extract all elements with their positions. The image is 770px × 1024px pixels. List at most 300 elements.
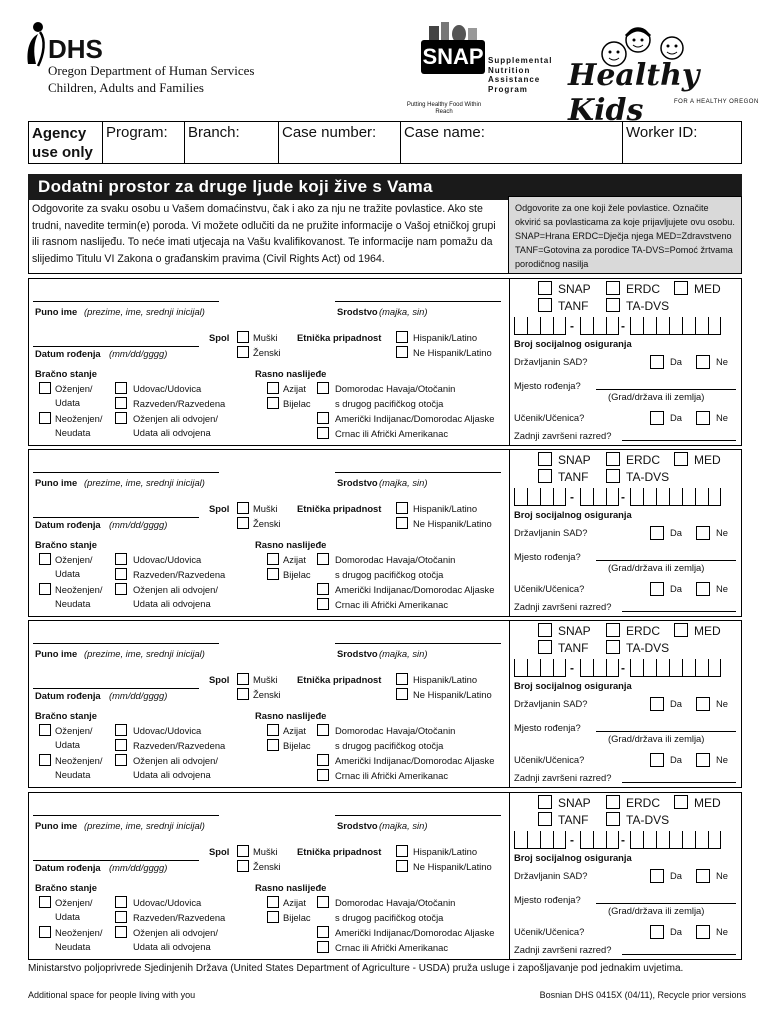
- student-yes-checkbox[interactable]: [650, 753, 664, 767]
- student-yes-checkbox[interactable]: [650, 411, 664, 425]
- tanf-label: TANF: [558, 813, 589, 827]
- case-name-field[interactable]: Case name:: [401, 122, 623, 163]
- student-yes-checkbox[interactable]: [650, 925, 664, 939]
- page-header: [0, 0, 770, 128]
- full-name-hint: (prezime, ime, srednji inicijal): [84, 306, 205, 317]
- hispanic-label: Hispanik/Latino: [413, 332, 478, 343]
- married-label: Oženjen/: [55, 383, 93, 394]
- birthplace-hint: (Grad/država ili zemlja): [608, 562, 705, 573]
- full-name-label: Puno ime: [35, 648, 78, 659]
- female-checkbox[interactable]: [237, 688, 249, 700]
- citizen-yes-checkbox[interactable]: [650, 526, 664, 540]
- relationship-hint: (majka, sin): [379, 820, 428, 831]
- birthplace-label: Mjesto rođenja?: [514, 722, 581, 733]
- grade-input[interactable]: [622, 611, 736, 612]
- birthplace-hint: (Grad/država ili zemlja): [608, 733, 705, 744]
- pacific-label: Domorodac Havaja/Otočanin: [335, 383, 456, 394]
- full-name-label: Puno ime: [35, 477, 78, 488]
- black-label: Crnac ili Afrički Amerikanac: [335, 770, 449, 781]
- erdc-checkbox[interactable]: [606, 795, 620, 809]
- ethnicity-label: Etnička pripadnost: [297, 332, 382, 343]
- divorced-checkbox[interactable]: [115, 568, 127, 580]
- full-name-label: Puno ime: [35, 820, 78, 831]
- snap-checkbox[interactable]: [538, 452, 552, 466]
- ssn-label: Broj socijalnog osiguranja: [514, 509, 632, 520]
- student-no-label: Ne: [716, 926, 728, 937]
- grade-input[interactable]: [622, 440, 736, 441]
- med-label: MED: [694, 282, 721, 296]
- med-checkbox[interactable]: [674, 795, 688, 809]
- full-name-input[interactable]: [33, 472, 219, 473]
- ssn-dash: -: [570, 833, 574, 847]
- tadvs-checkbox[interactable]: [606, 812, 620, 826]
- married-label-b: Udata: [55, 911, 81, 922]
- relationship-input[interactable]: [335, 815, 501, 816]
- tadvs-checkbox[interactable]: [606, 298, 620, 312]
- citizen-no-checkbox[interactable]: [696, 526, 710, 540]
- not-hispanic-checkbox[interactable]: [396, 517, 408, 529]
- agency-use-row: [28, 121, 742, 164]
- not-hispanic-checkbox[interactable]: [396, 346, 408, 358]
- divorced-label: Razveden/Razvedena: [133, 912, 226, 923]
- asian-label: Azijat: [283, 554, 306, 565]
- full-name-label: Puno ime: [35, 306, 78, 317]
- single-label-b: Neudata: [55, 769, 91, 780]
- single-label-b: Neudata: [55, 941, 91, 952]
- asian-checkbox[interactable]: [267, 724, 279, 736]
- native-label: Američki Indijanac/Domorodac Aljaske: [335, 927, 495, 938]
- ssn-part3[interactable]: [630, 831, 721, 849]
- program-field[interactable]: Program:: [103, 122, 185, 163]
- black-checkbox[interactable]: [317, 598, 329, 610]
- citizen-yes-label: Da: [670, 356, 682, 367]
- birthplace-hint: (Grad/država ili zemlja): [608, 905, 705, 916]
- relationship-input[interactable]: [335, 472, 501, 473]
- pacific-label-b: s drugog pacifičkog otočja: [335, 398, 444, 409]
- relationship-hint: (majka, sin): [379, 648, 428, 659]
- female-checkbox[interactable]: [237, 517, 249, 529]
- pacific-label-b: s drugog pacifičkog otočja: [335, 569, 444, 580]
- hispanic-label: Hispanik/Latino: [413, 846, 478, 857]
- citizen-yes-checkbox[interactable]: [650, 355, 664, 369]
- tanf-label: TANF: [558, 470, 589, 484]
- single-label: Neoženjen/: [55, 413, 103, 424]
- dhs-division: Children, Adults and Families: [48, 80, 204, 95]
- separated-label-b: Udata ali odvojena: [133, 941, 211, 952]
- sex-label: Spol: [209, 332, 230, 343]
- female-label: Ženski: [253, 518, 281, 529]
- asian-label: Azijat: [283, 725, 306, 736]
- ssn-label: Broj socijalnog osiguranja: [514, 338, 632, 349]
- form-id: Bosnian DHS 0415X (04/11), Recycle prior versions: [539, 990, 746, 1000]
- widowed-label: Udovac/Udovica: [133, 725, 202, 736]
- widowed-checkbox[interactable]: [115, 724, 127, 736]
- med-checkbox[interactable]: [674, 623, 688, 637]
- hispanic-checkbox[interactable]: [396, 845, 408, 857]
- student-label: Učenik/Učenica?: [514, 754, 585, 765]
- student-no-checkbox[interactable]: [696, 582, 710, 596]
- student-yes-label: Da: [670, 754, 682, 765]
- ethnicity-label: Etnička pripadnost: [297, 503, 382, 514]
- separated-label-b: Udata ali odvojena: [133, 598, 211, 609]
- female-checkbox[interactable]: [237, 346, 249, 358]
- pacific-checkbox[interactable]: [317, 724, 329, 736]
- grade-label: Zadnji završeni razred?: [514, 430, 612, 441]
- white-checkbox[interactable]: [267, 568, 279, 580]
- dob-hint: (mm/dd/gggg): [109, 690, 168, 701]
- separated-label: Oženjen ali odvojen/: [133, 413, 218, 424]
- dhs-abbr: DHS: [48, 34, 103, 64]
- tanf-checkbox[interactable]: [538, 640, 552, 654]
- single-checkbox[interactable]: [39, 754, 51, 766]
- full-name-input[interactable]: [33, 815, 219, 816]
- snap-checkbox[interactable]: [538, 623, 552, 637]
- divorced-checkbox[interactable]: [115, 739, 127, 751]
- white-checkbox[interactable]: [267, 739, 279, 751]
- married-checkbox[interactable]: [39, 553, 51, 565]
- race-label: Rasno naslijeđe: [255, 539, 327, 550]
- case-number-field[interactable]: Case number:: [279, 122, 401, 163]
- separated-label: Oženjen ali odvojen/: [133, 927, 218, 938]
- widowed-label: Udovac/Udovica: [133, 554, 202, 565]
- birthplace-label: Mjesto rođenja?: [514, 380, 581, 391]
- dob-hint: (mm/dd/gggg): [109, 862, 168, 873]
- agency-use-label: Agency use only: [29, 122, 103, 163]
- student-yes-label: Da: [670, 926, 682, 937]
- male-checkbox[interactable]: [237, 673, 249, 685]
- person-block: [28, 449, 742, 617]
- white-label: Bijelac: [283, 912, 311, 923]
- asian-checkbox[interactable]: [267, 553, 279, 565]
- relationship-hint: (majka, sin): [379, 477, 428, 488]
- white-checkbox[interactable]: [267, 911, 279, 923]
- hispanic-checkbox[interactable]: [396, 502, 408, 514]
- marital-label: Bračno stanje: [35, 882, 97, 893]
- separated-label-b: Udata ali odvojena: [133, 427, 211, 438]
- ssn-part3[interactable]: [630, 488, 721, 506]
- tadvs-label: TA-DVS: [626, 641, 670, 655]
- pacific-checkbox[interactable]: [317, 553, 329, 565]
- ssn-part2[interactable]: [580, 831, 619, 849]
- dob-input[interactable]: [33, 346, 199, 347]
- marital-label: Bračno stanje: [35, 368, 97, 379]
- divorced-checkbox[interactable]: [115, 397, 127, 409]
- married-label: Oženjen/: [55, 725, 93, 736]
- worker-id-field[interactable]: Worker ID:: [626, 124, 698, 141]
- divorced-label: Razveden/Razvedena: [133, 569, 226, 580]
- birthplace-input[interactable]: [596, 389, 736, 390]
- tadvs-label: TA-DVS: [626, 813, 670, 827]
- tanf-checkbox[interactable]: [538, 812, 552, 826]
- native-label: Američki Indijanac/Domorodac Aljaske: [335, 584, 495, 595]
- sex-label: Spol: [209, 846, 230, 857]
- healthy-kids-logo: Healthy Kids: [568, 58, 700, 128]
- erdc-label: ERDC: [626, 453, 661, 467]
- dob-input[interactable]: [33, 517, 199, 518]
- race-label: Rasno naslijeđe: [255, 710, 327, 721]
- usda-notice: Ministarstvo poljoprivrede Sjedinjenih Država (United States Department of Agriculture - USDA) pruža usluge i zapošljavanje pod jednakim uvjetima.: [28, 963, 684, 974]
- relationship-label: Srodstvo: [337, 820, 378, 831]
- citizen-yes-label: Da: [670, 870, 682, 881]
- separated-checkbox[interactable]: [115, 926, 127, 938]
- dob-input[interactable]: [33, 860, 199, 861]
- branch-field[interactable]: Branch:: [185, 122, 279, 163]
- married-label-b: Udata: [55, 739, 81, 750]
- male-checkbox[interactable]: [237, 502, 249, 514]
- ssn-dash: -: [570, 490, 574, 504]
- erdc-checkbox[interactable]: [606, 623, 620, 637]
- snap-checkbox[interactable]: [538, 281, 552, 295]
- single-checkbox[interactable]: [39, 412, 51, 424]
- asian-checkbox[interactable]: [267, 382, 279, 394]
- person-block: [28, 278, 742, 446]
- separated-checkbox[interactable]: [115, 583, 127, 595]
- snap-label: SNAP: [558, 796, 591, 810]
- ssn-part1[interactable]: [514, 317, 566, 335]
- asian-label: Azijat: [283, 383, 306, 394]
- relationship-input[interactable]: [335, 301, 501, 302]
- benefits-note: Odgovorite za one koji žele povlastice. Označite okvirić sa povlasticama za koje prijavljujete ovu osobu. SNAP=Hrana ERDC=Dječja njega MED=Zdravstveno TANF=Gotovina za porodice TA-DVS=Pomoć žrtvama porodičnog nasilja: [508, 196, 742, 274]
- not-hispanic-label: Ne Hispanik/Latino: [413, 518, 492, 529]
- citizen-label: Državljanin SAD?: [514, 698, 588, 709]
- female-label: Ženski: [253, 347, 281, 358]
- ethnicity-label: Etnička pripadnost: [297, 674, 382, 685]
- relationship-label: Srodstvo: [337, 306, 378, 317]
- med-label: MED: [694, 624, 721, 638]
- separated-label-b: Udata ali odvojena: [133, 769, 211, 780]
- birthplace-hint: (Grad/država ili zemlja): [608, 391, 705, 402]
- male-label: Muški: [253, 332, 278, 343]
- person-block: [28, 792, 742, 960]
- ssn-part3[interactable]: [630, 659, 721, 677]
- ssn-dash: -: [621, 833, 625, 847]
- female-label: Ženski: [253, 689, 281, 700]
- med-label: MED: [694, 453, 721, 467]
- dob-label: Datum rođenja: [35, 862, 101, 873]
- citizen-no-checkbox[interactable]: [696, 355, 710, 369]
- race-label: Rasno naslijeđe: [255, 368, 327, 379]
- citizen-no-checkbox[interactable]: [696, 697, 710, 711]
- citizen-no-label: Ne: [716, 527, 728, 538]
- relationship-input[interactable]: [335, 643, 501, 644]
- citizen-yes-label: Da: [670, 698, 682, 709]
- black-label: Crnac ili Afrički Amerikanac: [335, 428, 449, 439]
- student-label: Učenik/Učenica?: [514, 583, 585, 594]
- divorced-label: Razveden/Razvedena: [133, 740, 226, 751]
- separated-label: Oženjen ali odvojen/: [133, 755, 218, 766]
- form-footer-left: Additional space for people living with you: [28, 990, 196, 1000]
- birthplace-input[interactable]: [596, 731, 736, 732]
- single-checkbox[interactable]: [39, 583, 51, 595]
- student-no-checkbox[interactable]: [696, 925, 710, 939]
- widowed-checkbox[interactable]: [115, 382, 127, 394]
- tanf-checkbox[interactable]: [538, 298, 552, 312]
- citizen-yes-label: Da: [670, 527, 682, 538]
- tadvs-checkbox[interactable]: [606, 640, 620, 654]
- full-name-input[interactable]: [33, 643, 219, 644]
- not-hispanic-label: Ne Hispanik/Latino: [413, 861, 492, 872]
- citizen-no-label: Ne: [716, 698, 728, 709]
- male-checkbox[interactable]: [237, 845, 249, 857]
- student-label: Učenik/Učenica?: [514, 412, 585, 423]
- citizen-no-label: Ne: [716, 870, 728, 881]
- dob-hint: (mm/dd/gggg): [109, 519, 168, 530]
- ssn-part3[interactable]: [630, 317, 721, 335]
- pacific-checkbox[interactable]: [317, 896, 329, 908]
- ssn-dash: -: [570, 319, 574, 333]
- student-no-checkbox[interactable]: [696, 753, 710, 767]
- married-label-b: Udata: [55, 397, 81, 408]
- full-name-hint: (prezime, ime, srednji inicijal): [84, 477, 205, 488]
- snap-label: SNAP: [558, 624, 591, 638]
- ssn-label: Broj socijalnog osiguranja: [514, 680, 632, 691]
- widowed-checkbox[interactable]: [115, 896, 127, 908]
- birthplace-input[interactable]: [596, 560, 736, 561]
- student-yes-label: Da: [670, 583, 682, 594]
- ssn-dash: -: [621, 661, 625, 675]
- single-label: Neoženjen/: [55, 927, 103, 938]
- student-label: Učenik/Učenica?: [514, 926, 585, 937]
- female-checkbox[interactable]: [237, 860, 249, 872]
- widowed-checkbox[interactable]: [115, 553, 127, 565]
- birthplace-label: Mjesto rođenja?: [514, 551, 581, 562]
- snap-label: SNAP: [558, 453, 591, 467]
- dob-label: Datum rođenja: [35, 519, 101, 530]
- grade-label: Zadnji završeni razred?: [514, 601, 612, 612]
- ssn-part1[interactable]: [514, 659, 566, 677]
- ssn-part2[interactable]: [580, 659, 619, 677]
- white-checkbox[interactable]: [267, 397, 279, 409]
- grade-label: Zadnji završeni razred?: [514, 944, 612, 955]
- separated-label: Oženjen ali odvojen/: [133, 584, 218, 595]
- male-checkbox[interactable]: [237, 331, 249, 343]
- male-label: Muški: [253, 674, 278, 685]
- ssn-part1[interactable]: [514, 488, 566, 506]
- married-checkbox[interactable]: [39, 724, 51, 736]
- divorced-label: Razveden/Razvedena: [133, 398, 226, 409]
- sex-label: Spol: [209, 503, 230, 514]
- divorced-checkbox[interactable]: [115, 911, 127, 923]
- student-no-label: Ne: [716, 754, 728, 765]
- not-hispanic-checkbox[interactable]: [396, 688, 408, 700]
- citizen-no-label: Ne: [716, 356, 728, 367]
- dob-input[interactable]: [33, 688, 199, 689]
- erdc-checkbox[interactable]: [606, 281, 620, 295]
- asian-checkbox[interactable]: [267, 896, 279, 908]
- ssn-part2[interactable]: [580, 488, 619, 506]
- pacific-checkbox[interactable]: [317, 382, 329, 394]
- grade-input[interactable]: [622, 954, 736, 955]
- sex-label: Spol: [209, 674, 230, 685]
- pacific-label: Domorodac Havaja/Otočanin: [335, 725, 456, 736]
- not-hispanic-label: Ne Hispanik/Latino: [413, 347, 492, 358]
- pacific-label: Domorodac Havaja/Otočanin: [335, 554, 456, 565]
- student-no-label: Ne: [716, 583, 728, 594]
- black-label: Crnac ili Afrički Amerikanac: [335, 599, 449, 610]
- med-checkbox[interactable]: [674, 452, 688, 466]
- widowed-label: Udovac/Udovica: [133, 383, 202, 394]
- native-checkbox[interactable]: [317, 583, 329, 595]
- married-checkbox[interactable]: [39, 896, 51, 908]
- married-label: Oženjen/: [55, 554, 93, 565]
- native-checkbox[interactable]: [317, 754, 329, 766]
- citizen-no-checkbox[interactable]: [696, 869, 710, 883]
- section-intro: Odgovorite za svaku osobu u Vašem domaćinstvu, čak i ako za nju ne tražite povlastice. Ako ste trudni, navedite termin(e) poroda. Vi možete odlučiti da ne pružite informacije o Vašoj etničkoj grupi ili rasnom naslijeđu. To neće imati utjecaja na Vašu kvalifikovanost. Te informacije nam pomažu da slijedimo Titulu VI Zakona o građanskim pravima (Civil Rights Act) od 1964.: [28, 200, 508, 274]
- married-checkbox[interactable]: [39, 382, 51, 394]
- hispanic-checkbox[interactable]: [396, 331, 408, 343]
- student-no-label: Ne: [716, 412, 728, 423]
- citizen-yes-checkbox[interactable]: [650, 697, 664, 711]
- ssn-dash: -: [621, 490, 625, 504]
- male-label: Muški: [253, 846, 278, 857]
- grade-label: Zadnji završeni razred?: [514, 772, 612, 783]
- snap-checkbox[interactable]: [538, 795, 552, 809]
- pacific-label: Domorodac Havaja/Otočanin: [335, 897, 456, 908]
- widowed-label: Udovac/Udovica: [133, 897, 202, 908]
- single-checkbox[interactable]: [39, 926, 51, 938]
- pacific-label-b: s drugog pacifičkog otočja: [335, 740, 444, 751]
- marital-label: Bračno stanje: [35, 710, 97, 721]
- white-label: Bijelac: [283, 740, 311, 751]
- dhs-name: Oregon Department of Human Services: [48, 63, 255, 78]
- separated-checkbox[interactable]: [115, 412, 127, 424]
- female-label: Ženski: [253, 861, 281, 872]
- section-title: Dodatni prostor za druge ljude koji žive s Vama: [28, 174, 508, 200]
- erdc-checkbox[interactable]: [606, 452, 620, 466]
- ssn-dash: -: [621, 319, 625, 333]
- full-name-hint: (prezime, ime, srednji inicijal): [84, 820, 205, 831]
- male-label: Muški: [253, 503, 278, 514]
- tadvs-checkbox[interactable]: [606, 469, 620, 483]
- hispanic-label: Hispanik/Latino: [413, 674, 478, 685]
- black-label: Crnac ili Afrički Amerikanac: [335, 942, 449, 953]
- med-label: MED: [694, 796, 721, 810]
- native-checkbox[interactable]: [317, 926, 329, 938]
- tanf-label: TANF: [558, 299, 589, 313]
- tanf-checkbox[interactable]: [538, 469, 552, 483]
- full-name-input[interactable]: [33, 301, 219, 302]
- citizen-label: Državljanin SAD?: [514, 527, 588, 538]
- grade-input[interactable]: [622, 782, 736, 783]
- ssn-part2[interactable]: [580, 317, 619, 335]
- relationship-hint: (majka, sin): [379, 306, 428, 317]
- ssn-dash: -: [570, 661, 574, 675]
- native-checkbox[interactable]: [317, 412, 329, 424]
- married-label: Oženjen/: [55, 897, 93, 908]
- not-hispanic-checkbox[interactable]: [396, 860, 408, 872]
- med-checkbox[interactable]: [674, 281, 688, 295]
- birthplace-input[interactable]: [596, 903, 736, 904]
- hispanic-checkbox[interactable]: [396, 673, 408, 685]
- citizen-yes-checkbox[interactable]: [650, 869, 664, 883]
- black-checkbox[interactable]: [317, 769, 329, 781]
- asian-label: Azijat: [283, 897, 306, 908]
- white-label: Bijelac: [283, 398, 311, 409]
- marital-label: Bračno stanje: [35, 539, 97, 550]
- single-label: Neoženjen/: [55, 584, 103, 595]
- erdc-label: ERDC: [626, 624, 661, 638]
- tanf-label: TANF: [558, 641, 589, 655]
- citizen-label: Državljanin SAD?: [514, 870, 588, 881]
- black-checkbox[interactable]: [317, 941, 329, 953]
- separated-checkbox[interactable]: [115, 754, 127, 766]
- student-no-checkbox[interactable]: [696, 411, 710, 425]
- student-yes-checkbox[interactable]: [650, 582, 664, 596]
- relationship-label: Srodstvo: [337, 648, 378, 659]
- single-label: Neoženjen/: [55, 755, 103, 766]
- ssn-part1[interactable]: [514, 831, 566, 849]
- black-checkbox[interactable]: [317, 427, 329, 439]
